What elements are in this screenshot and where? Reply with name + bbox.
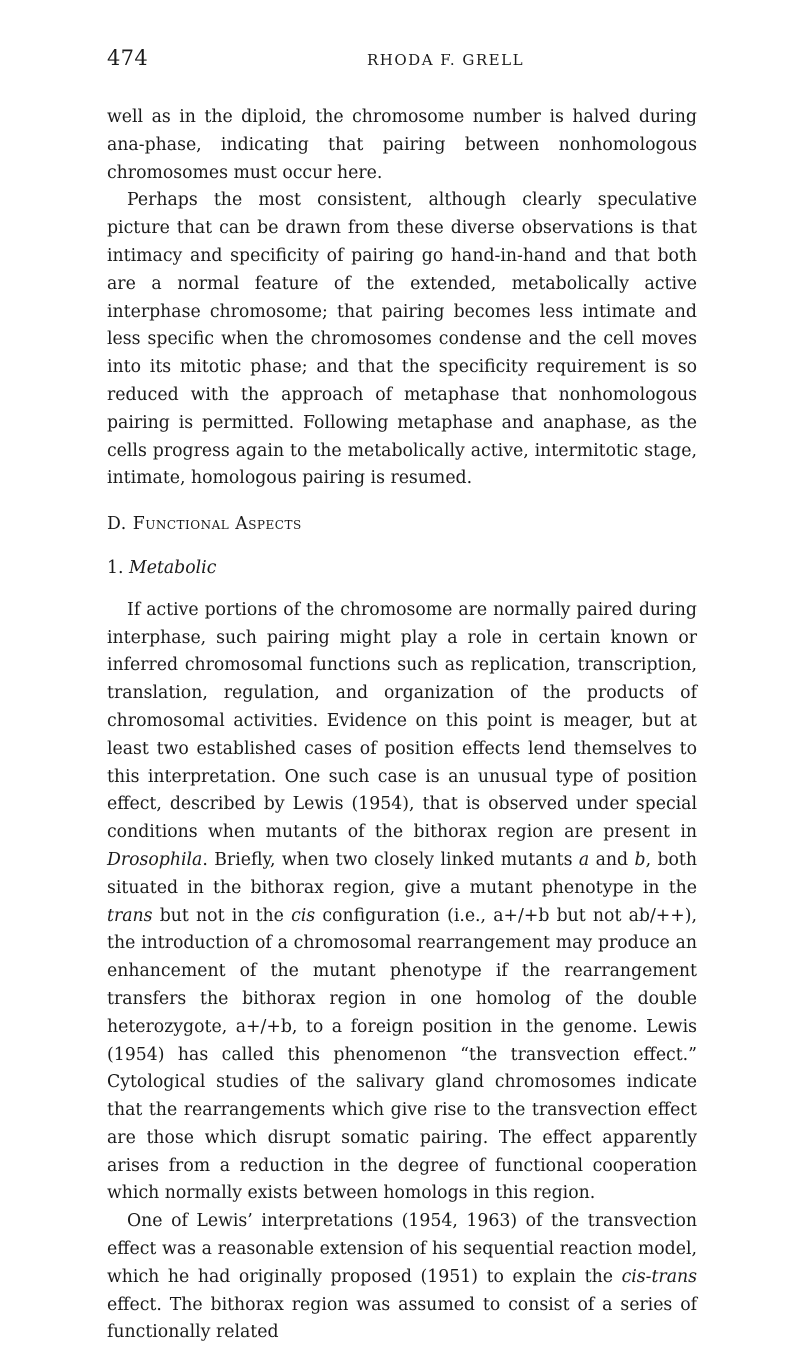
body-text — [107, 104, 697, 1347]
italic-term: b — [634, 849, 646, 870]
italic-term: cis-trans — [621, 1266, 697, 1287]
page-number: 474 — [107, 46, 148, 70]
paragraph: well as in the diploid, the chromosome number is halved during ana-phase, indicating that pairing between nonhomologous chromosomes must occur here. — [107, 107, 697, 183]
section-label: D. — [107, 514, 127, 535]
text-run: . Briefly, when two closely linked mutants — [202, 849, 579, 870]
text-run: configuration (i.e., a+/+b but not ab/++), the introduction of a chromosomal rearrangement may produce an enhancement of the mutant phenotype if the rearrangement transfers the bithorax region in one homolog of the double heterozygote, a+/+b, to a foreign position in the genome. Lewis (1954) has called this phenomenon “the transvection effect.” Cytological studies of the salivary gland chromosomes indicate that the rearrangements which give rise to the transvection effect are those which disrupt somatic pairing. The effect apparently arises from a reduction in the degree of functional cooperation which normally exists between homologs in this region. — [107, 905, 697, 1204]
text-run: and — [589, 849, 635, 870]
section-heading — [107, 511, 697, 539]
section-title: Functional Aspects — [132, 514, 302, 535]
text-run: , both situated in the bithorax region, give a mutant phenotype in the — [107, 849, 697, 898]
text-run: If active portions of the chromosome are normally paired during interphase, such pairing might play a role in certain known or inferred chromosomal functions such as replication, transcription, translation, regulation, and organization of the products of chromosomal activities. Evidence on this point is meager, but at least two established cases of position effects lend themselves to this interpretation. One such case is an unusual type of position effect, described by Lewis (1954), that is observed under special conditions when mutants of the bithorax region are present in — [107, 599, 697, 843]
text-run: effect. The bithorax region was assumed to consist of a series of functionally related — [107, 1294, 697, 1343]
page-header — [107, 46, 697, 74]
italic-term: trans — [107, 905, 153, 926]
text-run: but not in the — [152, 905, 292, 926]
italic-term: Drosophila — [107, 849, 203, 870]
subsection-title: Metabolic — [129, 557, 217, 578]
paragraph: Perhaps the most consistent, although clearly speculative picture that can be drawn from these diverse observations is that intimacy and specificity of pairing go hand-in-hand and that both are a normal feature of the extended, metabolically active interphase chromosome; that pairing becomes less intimate and less specific when the chromosomes condense and the cell moves into its mitotic phase; and that the specificity requirement is so reduced with the approach of metaphase that nonhomologous pairing is permitted. Following metaphase and anaphase, as the cells progress again to the metabolically active, intermitotic stage, intimate, homologous pairing is resumed. — [107, 190, 697, 489]
italic-term: cis — [291, 905, 316, 926]
text-run: One of Lewis’ interpretations (1954, 1963) of the transvection effect was a reasonable extension of his sequential reaction model, which he had originally proposed (1951) to explain the — [107, 1211, 697, 1287]
italic-term: a — [578, 849, 590, 870]
paragraph — [107, 597, 697, 1209]
running-head: RHODA F. GRELL — [367, 51, 525, 69]
subsection-label: 1. — [107, 557, 124, 578]
subsection-heading — [107, 555, 697, 583]
